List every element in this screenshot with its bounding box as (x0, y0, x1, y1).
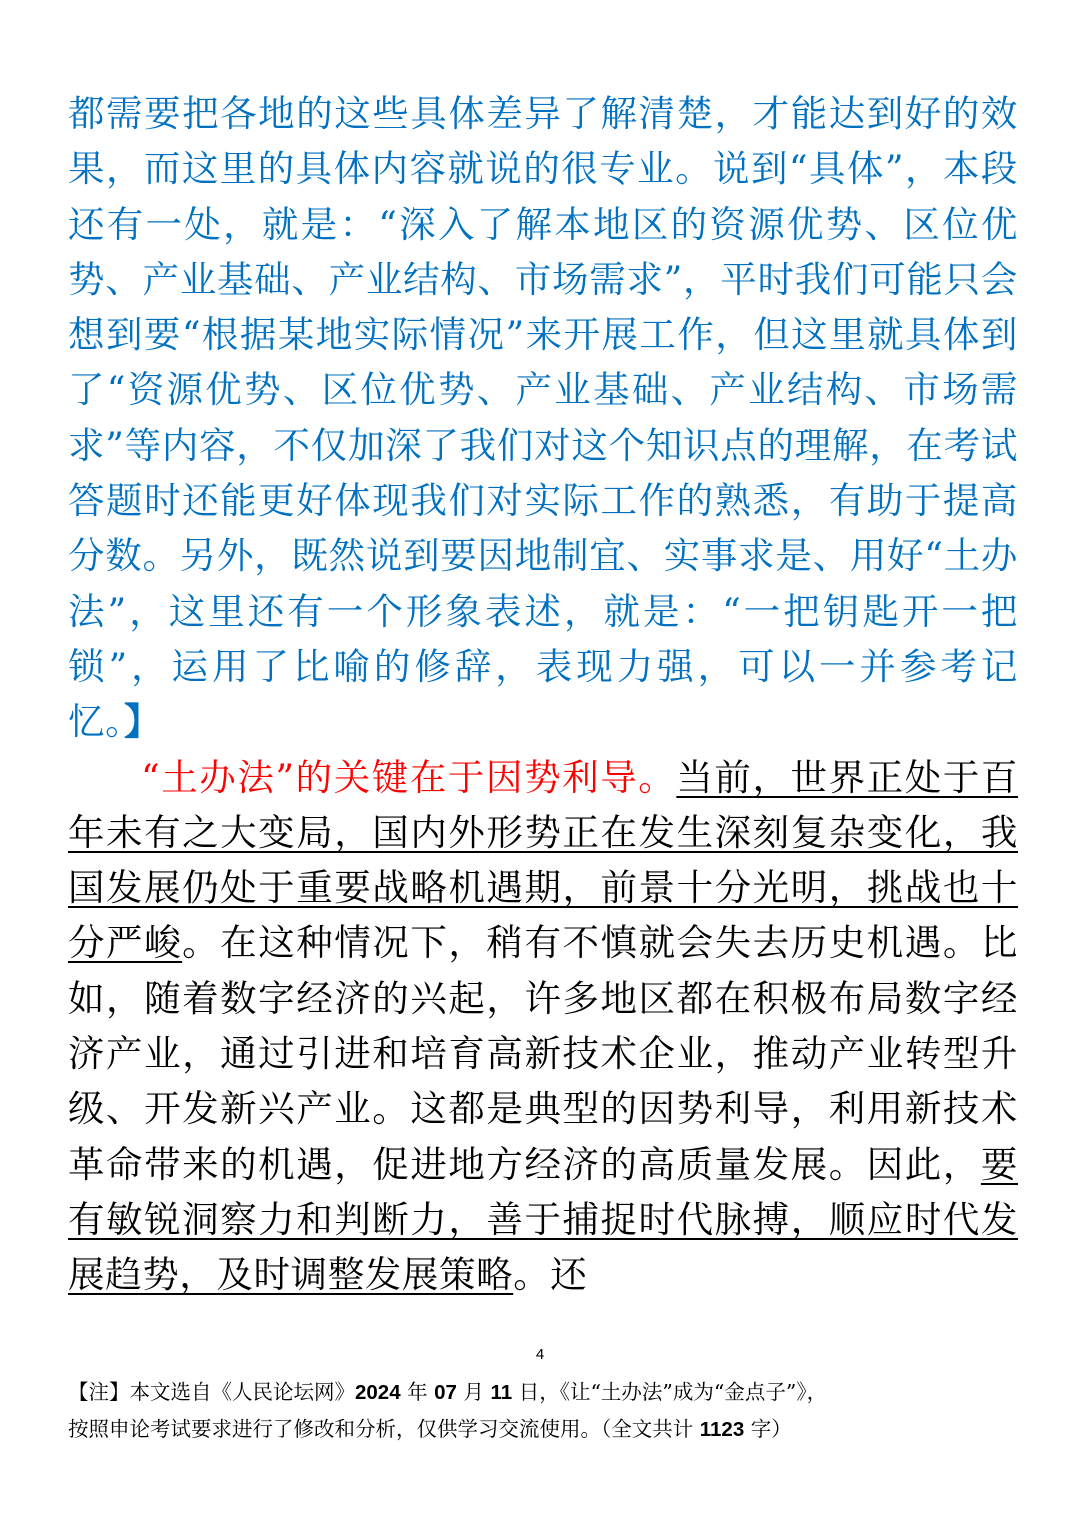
footnote-year-unit: 年 (400, 1380, 435, 1404)
footnote-month: 07 (434, 1381, 457, 1404)
footnote-day: 11 (490, 1381, 513, 1404)
page-number: 4 (535, 1346, 545, 1363)
footnote-line-2 (68, 1411, 1018, 1448)
topic-sentence: “土办法”的关键在于因势利导。 (141, 755, 677, 799)
underlined-sentence-2: 要有敏锐洞察力和判断力，善于捕捉时代脉搏，顺应时代发展趋势，及时调整发展策略 (68, 1142, 1018, 1297)
body-text (68, 86, 1018, 1303)
footnote-source-prefix: 【注】本文选自《人民论坛网》 (68, 1380, 355, 1404)
annotation-close-bracket: 】 (123, 700, 162, 744)
annotation-text: 都需要把各地的这些具体差异了解清楚，才能达到好的效果，而这里的具体内容就说的很专业。说到“具体”，本段还有一处，就是：“深入了解本地区的资源优势、区位优势、产业基础、产业结构、市场需求”，平时我们可能只会想到要“根据某地实际情况”来开展工作，但这里就具体到了“资源优势、区位优势、产业基础、产业结构、市场需求”等内容，不仅加深了我们对这个知识点的理解，在考试答题时还能更好体现我们对实际工作的熟悉，有助于提高分数。另外，既然说到要因地制宜、实事求是、用好“土办法”，这里还有一个形象表述，就是：“一把钥匙开一把锁”，运用了比喻的修辞，表现力强，可以一并参考记忆。 (68, 92, 1018, 744)
footnote-word-count: 1123 (699, 1418, 745, 1441)
footnote-line-1 (68, 1374, 1018, 1411)
footnote-month-unit: 月 (456, 1380, 491, 1404)
footnote-word-unit: 字） (744, 1417, 792, 1441)
footnote (68, 1374, 1018, 1448)
footnote-usage-note: 按照申论考试要求进行了修改和分析，仅供学习交流使用。（全文共计 (68, 1417, 700, 1441)
footnote-year: 2024 (355, 1381, 401, 1404)
main-paragraph (68, 750, 1018, 1303)
underlined-sentence-1: 当前，世界正处于百年未有之大变局，国内外形势正在发生深刻复杂变化，我国发展仍处于重要战略机遇期，前景十分光明，挑战也十分严峻 (68, 755, 1018, 965)
plain-text-1: 。在这种情况下，稍有不慎就会失去历史机遇。比如，随着数字经济的兴起，许多地区都在积极布局数字经济产业，通过引进和培育高新技术企业，推动产业转型升级、开发新兴产业。这都是典型的因势利导，利用新技术革命带来的机遇，促进地方经济的高质量发展。因此， (68, 921, 1018, 1186)
annotation-paragraph (68, 86, 1018, 750)
footnote-article-title: 日，《让“土办法”成为“金点子”》， (512, 1380, 828, 1404)
plain-text-2: 。还 (513, 1253, 588, 1297)
